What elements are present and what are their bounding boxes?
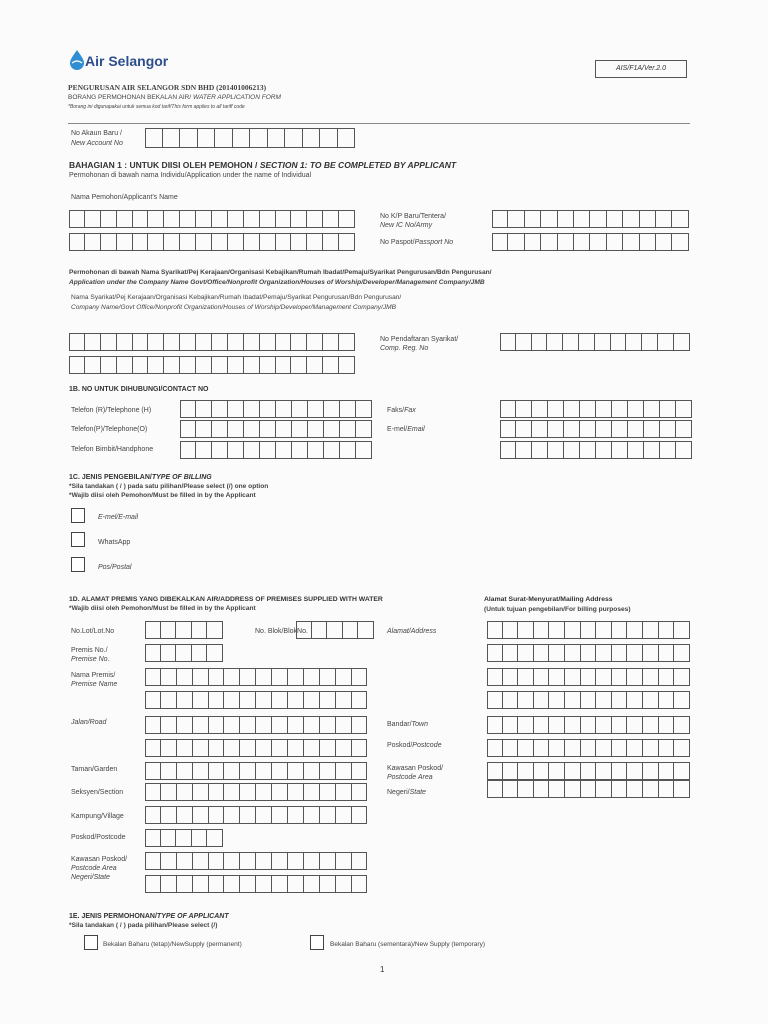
mailing-address-row-4[interactable] <box>487 691 690 709</box>
form-code: AIS/F1A/Ver.2.0 <box>595 60 687 78</box>
billing-note-2: *Wajib diisi oleh Pemohon/Must be filled in by the Applicant <box>69 492 256 499</box>
section-cells[interactable] <box>145 783 367 801</box>
billing-whatsapp-checkbox[interactable] <box>71 532 85 547</box>
premise-no-label-2: Premise No. <box>71 656 110 663</box>
tel-home-cells[interactable] <box>180 400 372 418</box>
postcode-area-label-1: Kawasan Poskod/ <box>71 856 128 863</box>
applicant-name-row-2[interactable] <box>69 233 355 251</box>
billing-email-checkbox[interactable] <box>71 508 85 523</box>
state-label: Negeri/State <box>71 874 110 881</box>
applicant-name-row-1[interactable] <box>69 210 355 228</box>
form-note: *Borang ini digunapakai untuk semua kod tarif/This form applies to all tariff code <box>68 104 245 110</box>
premise-name-label-2: Premise Name <box>71 681 118 688</box>
mailing-area-cells[interactable] <box>487 762 690 780</box>
mailing-address-row-3[interactable] <box>487 668 690 686</box>
mailing-state-cells[interactable] <box>487 780 690 798</box>
reg-label-2: Comp. Reg. No <box>380 345 429 352</box>
mailing-note: (Untuk tujuan pengebilan/For billing purposes) <box>484 606 631 613</box>
mailing-address-label: Alamat/Address <box>387 628 437 635</box>
mailing-address-row-1[interactable] <box>487 621 690 639</box>
ic-label-2: New IC No/Army <box>380 222 433 229</box>
company-name-label-en: Company Name/Govt Office/Nonprofit Organization/Houses of Worship/Developer/Management Company/JMB <box>71 304 397 311</box>
block-label: No. Blok/BlokNo. <box>255 628 308 635</box>
passport-label: No Paspot/Passport No <box>380 239 454 246</box>
village-cells[interactable] <box>145 806 367 824</box>
ic-number-cells[interactable] <box>492 210 689 228</box>
billing-note-1: *Sila tandakan ( / ) pada satu pilihan/Please select (/) one option <box>69 483 269 490</box>
billing-postal-checkbox[interactable] <box>71 557 85 572</box>
lot-label: No.Lot/Lot.No <box>71 628 115 635</box>
water-drop-logo-icon <box>68 48 86 70</box>
company-name: PENGURUSAN AIR SELANGOR SDN BHD (201401006213) <box>68 83 267 92</box>
tel-office-cells[interactable] <box>180 420 372 438</box>
town-label: Bandar/Town <box>387 721 429 728</box>
mailing-postcode-cells[interactable] <box>487 739 690 757</box>
account-label-en: New Account No <box>71 140 123 147</box>
mailing-address-row-2[interactable] <box>487 644 690 662</box>
ic-label-1: No K/P Baru/Tentera/ <box>380 213 447 220</box>
postcode-label: Poskod/Postcode <box>71 834 126 841</box>
section1d-note: *Wajib diisi oleh Pemohon/Must be filled in by the Applicant <box>69 605 256 612</box>
form-title: BORANG PERMOHONAN BEKALAN AIR/ WATER APPLICATION FORM <box>68 94 281 101</box>
reg-number-cells[interactable] <box>500 333 690 351</box>
section1d-title: 1D. ALAMAT PREMIS YANG DIBEKALKAN AIR/ADDRESS OF PREMISES SUPPLIED WITH WATER <box>69 596 383 603</box>
reg-label-1: No Pendaftaran Syarikat/ <box>380 336 459 343</box>
section1e-title: 1E. JENIS PERMOHONAN/TYPE OF APPLICANT <box>69 913 229 920</box>
mailing-area-label-1: Kawasan Poskod/ <box>387 765 444 772</box>
road-row-2[interactable] <box>145 739 367 757</box>
tel-office-label: Telefon(P)/Telephone(O) <box>71 426 148 433</box>
premise-name-row-1[interactable] <box>145 668 367 686</box>
road-label: Jalan/Road <box>71 719 107 726</box>
account-number-cells[interactable] <box>145 128 355 148</box>
mailing-postcode-label: Poskod/Postcode <box>387 742 442 749</box>
road-row-1[interactable] <box>145 716 367 734</box>
billing-whatsapp-label: WhatsApp <box>98 539 131 546</box>
state-cells[interactable] <box>145 875 367 893</box>
applicant-name-label: Nama Pemohon/Applicant's Name <box>71 194 178 201</box>
mailing-state-label: Negeri/State <box>387 789 426 796</box>
account-label-ms: No Akaun Baru / <box>71 130 122 137</box>
header-divider <box>68 123 690 124</box>
section1e-note: *Sila tandakan ( / ) pada pilihan/Please select (/) <box>69 922 218 929</box>
billing-postal-label: Pos/Postal <box>98 564 132 571</box>
mailing-title: Alamat Surat-Menyurat/Mailing Address <box>484 596 613 603</box>
section1b-title: 1B. NO UNTUK DIHUBUNGI/CONTACT NO <box>69 386 209 393</box>
passport-number-cells[interactable] <box>492 233 689 251</box>
postcode-area-label-2: Postcode Area <box>71 865 117 872</box>
lot-cells[interactable] <box>145 621 223 639</box>
premise-no-label-1: Premis No./ <box>71 647 108 654</box>
town-cells[interactable] <box>487 716 690 734</box>
company-name-row-1[interactable] <box>69 333 355 351</box>
section1c-title: 1C. JENIS PENGEBILAN/TYPE OF BILLING <box>69 474 212 481</box>
fax-label: Faks/Fax <box>387 407 416 414</box>
fax-cells[interactable] <box>500 400 692 418</box>
garden-cells[interactable] <box>145 762 367 780</box>
new-supply-temporary-checkbox[interactable] <box>310 935 324 950</box>
village-label: Kampung/Village <box>71 813 124 820</box>
new-supply-permanent-checkbox[interactable] <box>84 935 98 950</box>
company-heading-ms: Permohonan di bawah Nama Syarikat/Pej Kerajaan/Organisasi Kebajikan/Rumah Ibadat/Pemaju/Syarikat Pengurusan/Bdn Pengurusan/ <box>69 269 492 276</box>
billing-email-label: E-mel/E-mail <box>98 514 139 521</box>
company-name-row-2[interactable] <box>69 356 355 374</box>
section-label: Seksyen/Section <box>71 789 124 796</box>
company-name-label-ms: Nama Syarikat/Pej Kerajaan/Organisasi Kebajikan/Rumah Ibadat/Pemaju/Syarikat Pengurusan/Bdn Pengurusan/ <box>71 294 402 301</box>
premise-no-cells[interactable] <box>145 644 223 662</box>
company-heading-en: Application under the Company Name Govt/Office/Nonprofit Organization/Houses of Worship/Developer/Management Company/JMB <box>69 279 485 286</box>
new-supply-permanent-label: Bekalan Baharu (tetap)/NewSupply (permanent) <box>103 941 242 948</box>
page-number: 1 <box>380 965 385 974</box>
postcode-cells[interactable] <box>145 829 223 847</box>
brand-name: Air Selangor <box>85 53 169 69</box>
new-supply-temporary-label: Bekalan Baharu (sementara)/New Supply (temporary) <box>330 941 485 948</box>
premise-name-label-1: Nama Premis/ <box>71 672 116 679</box>
handphone-cells[interactable] <box>180 441 372 459</box>
postcode-area-cells[interactable] <box>145 852 367 870</box>
email-cells-row-1[interactable] <box>500 420 692 438</box>
handphone-label: Telefon Bimbit/Handphone <box>71 446 154 453</box>
premise-name-row-2[interactable] <box>145 691 367 709</box>
garden-label: Taman/Garden <box>71 766 118 773</box>
email-label: E-mel/Email <box>387 426 425 433</box>
section1-subtitle: Permohonan di bawah nama Individu/Application under the name of Individual <box>69 172 312 179</box>
email-cells-row-2[interactable] <box>500 441 692 459</box>
mailing-area-label-2: Postcode Area <box>387 774 433 781</box>
section1-title: BAHAGIAN 1 : UNTUK DIISI OLEH PEMOHON / SECTION 1: TO BE COMPLETED BY APPLICANT <box>69 160 457 170</box>
block-cells[interactable] <box>296 621 374 639</box>
tel-home-label: Telefon (R)/Telephone (H) <box>71 407 152 414</box>
